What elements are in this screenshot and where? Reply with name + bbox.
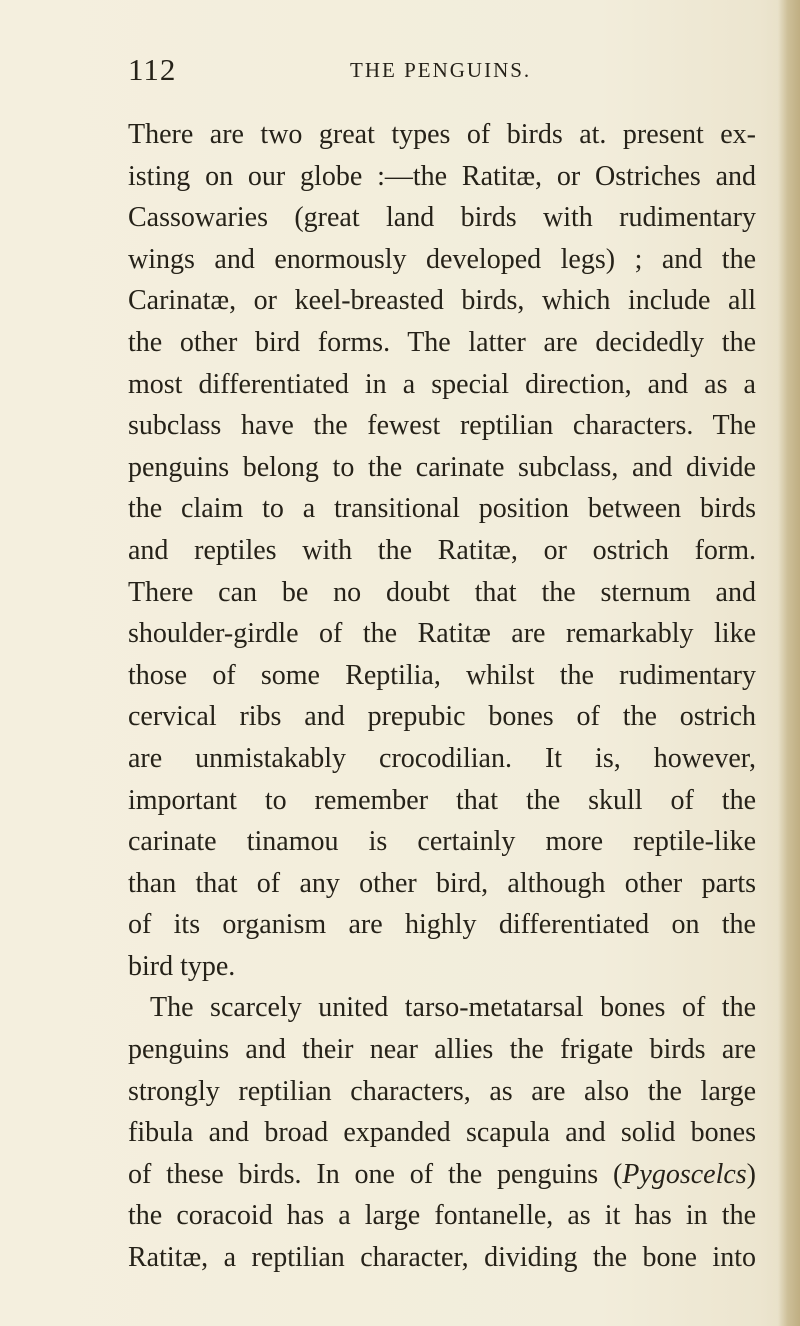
text-line: fibula and broad expanded scapula and solid bones <box>128 1117 756 1149</box>
paragraph-first-line: The scarcely united tarso-metatarsal bones of the <box>150 992 756 1024</box>
text-line: and reptiles with the Ratitæ, or ostrich form. <box>128 534 756 566</box>
text-line: There are two great types of birds at. present ex- <box>128 119 756 150</box>
text-line: Cassowaries (great land birds with rudimentary <box>128 202 756 234</box>
text-line: penguins and their near allies the frigate birds are <box>128 1034 756 1066</box>
text-line: are unmistakably crocodilian. It is, however, <box>128 742 756 774</box>
page-number: 112 <box>128 52 177 87</box>
text-line: There can be no doubt that the sternum and <box>128 576 756 608</box>
text-line: the other bird forms. The latter are decidedly the <box>128 326 756 358</box>
text-line: Ratitæ, a reptilian character, dividing the bone into <box>128 1242 756 1274</box>
text-line: the coracoid has a large fontanelle, as it has in the <box>128 1200 756 1232</box>
page-edge-shadow <box>778 0 800 1326</box>
text-line: bird type. <box>128 950 236 982</box>
text-line-with-genus <box>128 1154 756 1196</box>
text-fragment: ) <box>746 1158 756 1190</box>
text-line: isting on our globe :—the Ratitæ, or Ostriches and <box>128 160 756 192</box>
text-line: most differentiated in a special direction, and as a <box>128 368 756 400</box>
text-line: those of some Reptilia, whilst the rudimentary <box>128 659 756 691</box>
text-line: subclass have the fewest reptilian characters. The <box>128 410 756 442</box>
text-line: strongly reptilian characters, as are also the large <box>128 1075 756 1107</box>
text-line: Carinatæ, or keel-breasted birds, which include all <box>128 285 756 317</box>
body-text <box>128 114 756 1279</box>
genus-name: Pygoscelcs <box>622 1158 747 1190</box>
text-line: carinate tinamou is certainly more reptile-like <box>128 826 756 858</box>
text-line: shoulder-girdle of the Ratitæ are remarkably like <box>128 618 756 650</box>
text-line: important to remember that the skull of the <box>128 784 756 816</box>
text-fragment: of these birds. In one of the penguins ( <box>128 1158 623 1190</box>
text-line: wings and enormously developed legs) ; and the <box>128 243 756 275</box>
text-line: than that of any other bird, although other parts <box>128 867 756 899</box>
text-line: penguins belong to the carinate subclass, and divide <box>128 451 756 483</box>
text-line: of its organism are highly differentiated on the <box>128 909 756 941</box>
text-line: cervical ribs and prepubic bones of the ostrich <box>128 701 756 733</box>
text-line: the claim to a transitional position between birds <box>128 493 756 525</box>
page-header <box>128 52 728 92</box>
running-head: THE PENGUINS. <box>350 58 532 82</box>
